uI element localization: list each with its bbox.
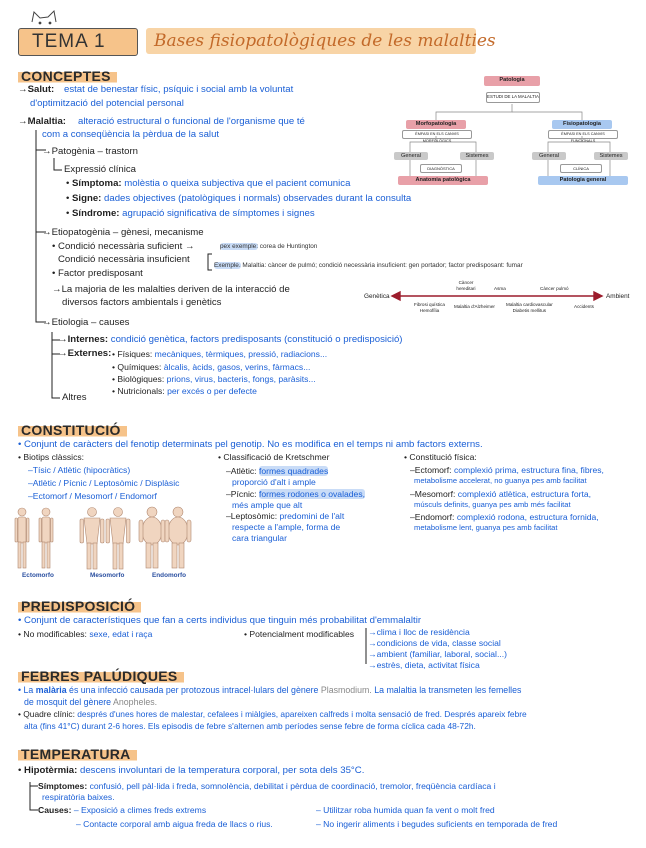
endo-item: –Endomorf: complexió rodona, estructura fornida,	[410, 512, 599, 522]
causes-item: Causes: – Exposició a climes freds extrems	[38, 805, 207, 815]
quadre-clinic-2: alta (fins 41°C) durant 2-6 hores. Els episodis de febre s'alternen amb períodes sense febre de forma cíclica cada 48-72h.	[24, 721, 476, 731]
spectrum-alzheimer: Malaltia d'Alzheimer	[454, 304, 495, 309]
etiopatogenia: →Etiopatogènia – gènesi, mecanisme	[42, 227, 204, 238]
biotips-heading: • Biotips clàssics:	[18, 452, 85, 462]
tema-label: TEMA 1	[32, 31, 106, 52]
quadre-clinic: • Quadre clínic: després d'unes hores de malestar, cefalees i miàlgies, apareixen calfreds i molta sensació de fred. Després apareix febre	[18, 709, 527, 719]
section-heading-febres: FEBRES PALÚDIQUES	[18, 668, 184, 684]
body-label-meso: Mesomorfo	[90, 572, 125, 579]
ecto-item: –Ectomorf: complexió prima, estructura fina, fibres,	[410, 465, 604, 475]
externes-item: →Externes:	[58, 348, 112, 359]
diagram-estudi: ESTUDI DE LA MALALTIA	[486, 92, 540, 103]
spectrum-fibrosi: Fibrosi quística Hemofília	[414, 302, 445, 313]
constitucio-def: • Conjunt de caràcters del fenotip determinats pel genotip. No es modifica en el temps ni amb factors externs.	[18, 439, 483, 450]
lepto-item: –Leptosòmic: predomini de l'alt	[226, 511, 345, 521]
body-label-ecto: Ectomorfo	[22, 572, 54, 579]
pred-item-2: →condicions de vida, classe social	[368, 638, 501, 648]
spectrum-cardio: Malaltia cardiovascular Diabetis mellitus	[506, 302, 553, 313]
kretschmer-heading: • Classificació de Kretschmer	[218, 452, 330, 462]
biotip-2: –Atlètic / Pícnic / Leptosòmic / Displàsic	[28, 478, 180, 488]
salut-def-1: estat de benestar físic, psíquic i social amb la voluntat	[64, 84, 294, 95]
expressio-clinica: Expressió clínica	[64, 164, 136, 175]
spectrum-genetica: Genètica	[364, 293, 390, 300]
spectrum-arrow	[392, 292, 602, 300]
febres-line-2: de mosquit del gènere Anopheles.	[24, 697, 158, 707]
pred-item-1: →clima i lloc de residència	[368, 627, 470, 637]
quimiques-item: • Químiques: àlcalis, àcids, gasos, verins, fàrmacs...	[112, 362, 311, 372]
section-heading-temperatura: TEMPERATURA	[18, 746, 137, 762]
patogenia: →Patogènia – trastorn	[42, 146, 138, 157]
atletic-item: –Atlètic: formes quadrades	[226, 466, 329, 476]
causa-2: – Contacte corporal amb aigua freda de llacs o rius.	[76, 819, 273, 829]
biologiques-item: • Biològiques: prions, virus, bacteris, fongs, paràsits...	[112, 374, 316, 384]
spectrum-asma: Asma	[494, 286, 506, 291]
signe-item: • Signe: dades objectives (patològiques i normals) observades durant la consulta	[66, 193, 412, 204]
spectrum-cancer-hereditari: Càncer hereditari	[456, 280, 476, 291]
endo-def-2: metabolisme lent, guanya pes amb facilitat	[414, 523, 558, 532]
meso-item: –Mesomorf: complexió atlètica, estructura forta,	[410, 489, 592, 499]
diagram-fisio-sub: ÈMFASI EN ELS CANVIS FUNCIONALS	[548, 130, 618, 139]
majoria-1: →La majoria de les malalties deriven de la interacció de	[52, 284, 290, 295]
meso-def-2: músculs definits, guanya pes amb més facilitat	[414, 500, 571, 509]
no-modificables: • No modificables: sexe, edat i raça	[18, 629, 153, 639]
lepto-def-2: respecte a l'ample, forma de	[232, 522, 341, 532]
cat-icon	[32, 11, 56, 24]
simptoma-item: • Símptoma: molèstia o queixa subjectiva que el pacient comunica	[66, 178, 351, 189]
salut-def-2: d'optimització del potencial personal	[30, 98, 184, 109]
spectrum-accidents: Accidents	[574, 304, 594, 309]
febres-line-1: • La malària és una infecció causada per protozous intracel·lulars del gènere Plasmodium. La malaltia la transmeten les femelles	[18, 685, 522, 695]
causa-4: – No ingerir aliments i begudes suficients en temporada de fred	[316, 819, 558, 829]
simptomes-item: Símptomes: confusió, pell pàl·lida i freda, somnolència, debilitat i pèrdua de coordinació, tremolor, freqüència cardíaca i	[38, 781, 496, 791]
picnic-item: –Pícnic: formes rodones o ovalades,	[226, 489, 366, 499]
page-title: Bases fisiopatològiques de les malalties	[154, 31, 496, 51]
diagram-patologia: Patologia	[484, 76, 540, 86]
diagram-fisiopatologia: Fisiopatologia	[552, 120, 612, 129]
diagram-general-right: General	[532, 152, 566, 160]
etiologia: →Etiologia – causes	[42, 317, 130, 328]
altres-item: Altres	[62, 392, 87, 403]
pred-item-3: →ambient (familiar, laboral, social...)	[368, 649, 507, 659]
simptomes-2: respiratòria baixes.	[42, 792, 115, 802]
spectrum-cancer-pulmo: Càncer pulmó	[540, 286, 569, 291]
nutricionals-item: • Nutricionals: per excés o per defecte	[112, 386, 257, 396]
cond-suficient: • Condició necessària suficient →	[52, 241, 195, 252]
diagram-anatomia: Anatomia patològica	[398, 176, 488, 185]
spectrum-ambient: Ambient	[606, 293, 630, 300]
pred-item-4: →estrès, dieta, activitat física	[368, 660, 480, 670]
picnic-def-2: més ample que alt	[232, 500, 303, 510]
salut-label: →Salut:	[18, 84, 55, 95]
pot-modificables: • Potencialment modificables	[244, 629, 355, 639]
lepto-def-3: cara triangular	[232, 533, 287, 543]
diagram-sistemes-right: Sistemes	[594, 152, 628, 160]
malaltia-label: →Malaltia:	[18, 116, 66, 127]
malaltia-def-2: com a conseqüència la pèrdua de la salut	[42, 129, 220, 140]
hipotermia-item: • Hipotèrmia: descens involuntari de la temperatura corporal, per sota dels 35°C.	[18, 765, 365, 776]
diagram-general-left: General	[394, 152, 428, 160]
fisiques-item: • Físiques: mecàniques, tèrmiques, pressió, radiacions...	[112, 349, 328, 359]
section-heading-predisposicio: PREDISPOSICIÓ	[18, 598, 141, 614]
predisposicio-def: • Conjunt de característiques que fan a certs individus que tinguin més probabilitat d'emmalaltir	[18, 615, 422, 626]
biotip-1: –Tísic / Atlètic (hipocràtics)	[28, 465, 131, 475]
internes-item: →Internes: condició genètica, factors predisposants (constitució o predisposició)	[58, 334, 403, 345]
section-heading-constitucio: CONSTITUCIÓ	[18, 422, 127, 438]
causa-3: – Utilitzar roba humida quan fa vent o molt fred	[316, 805, 495, 815]
diagram-diagnostica: DIAGNÒSTICA	[420, 164, 462, 173]
diagram-morfopatologia: Morfopatologia	[406, 120, 466, 129]
diagram-sistemes-left: Sistemes	[460, 152, 494, 160]
ecto-def-2: metabolisme accelerat, no guanya pes amb facilitat	[414, 476, 587, 485]
body-label-endo: Endomorfo	[152, 572, 187, 579]
diagram-morfo-sub: ÈMFASI EN ELS CANVIS MORFOLÒGICS	[402, 130, 472, 139]
diagram-clinica: CLÍNICA	[560, 164, 602, 173]
factor-predisposant: • Factor predisposant	[52, 268, 143, 279]
section-heading-conceptes: CONCEPTES	[18, 68, 117, 84]
sindrome-item: • Síndrome: agrupació significativa de símptomes i signes	[66, 208, 315, 219]
majoria-2: diversos factors ambientals i genètics	[62, 297, 222, 308]
exemple-1: pex exemple: corea de Huntington	[220, 243, 318, 250]
exemple-2: Exemple. Malaltia: càncer de pulmó; condició necessària insuficient: gen portador; factor predisposant: fumar	[214, 262, 523, 269]
cond-insuficient: Condició necessària insuficient	[58, 254, 190, 265]
atletic-def-2: proporció d'alt i ample	[232, 477, 316, 487]
fisica-heading: • Constitució física:	[404, 452, 477, 462]
diagram-patologia-general: Patologia general	[538, 176, 628, 185]
body-types-illustration	[15, 507, 191, 569]
biotip-3: –Ectomorf / Mesomorf / Endomorf	[28, 491, 157, 501]
malaltia-def-1: alteració estructural o funcional de l'organisme que té	[78, 116, 305, 127]
